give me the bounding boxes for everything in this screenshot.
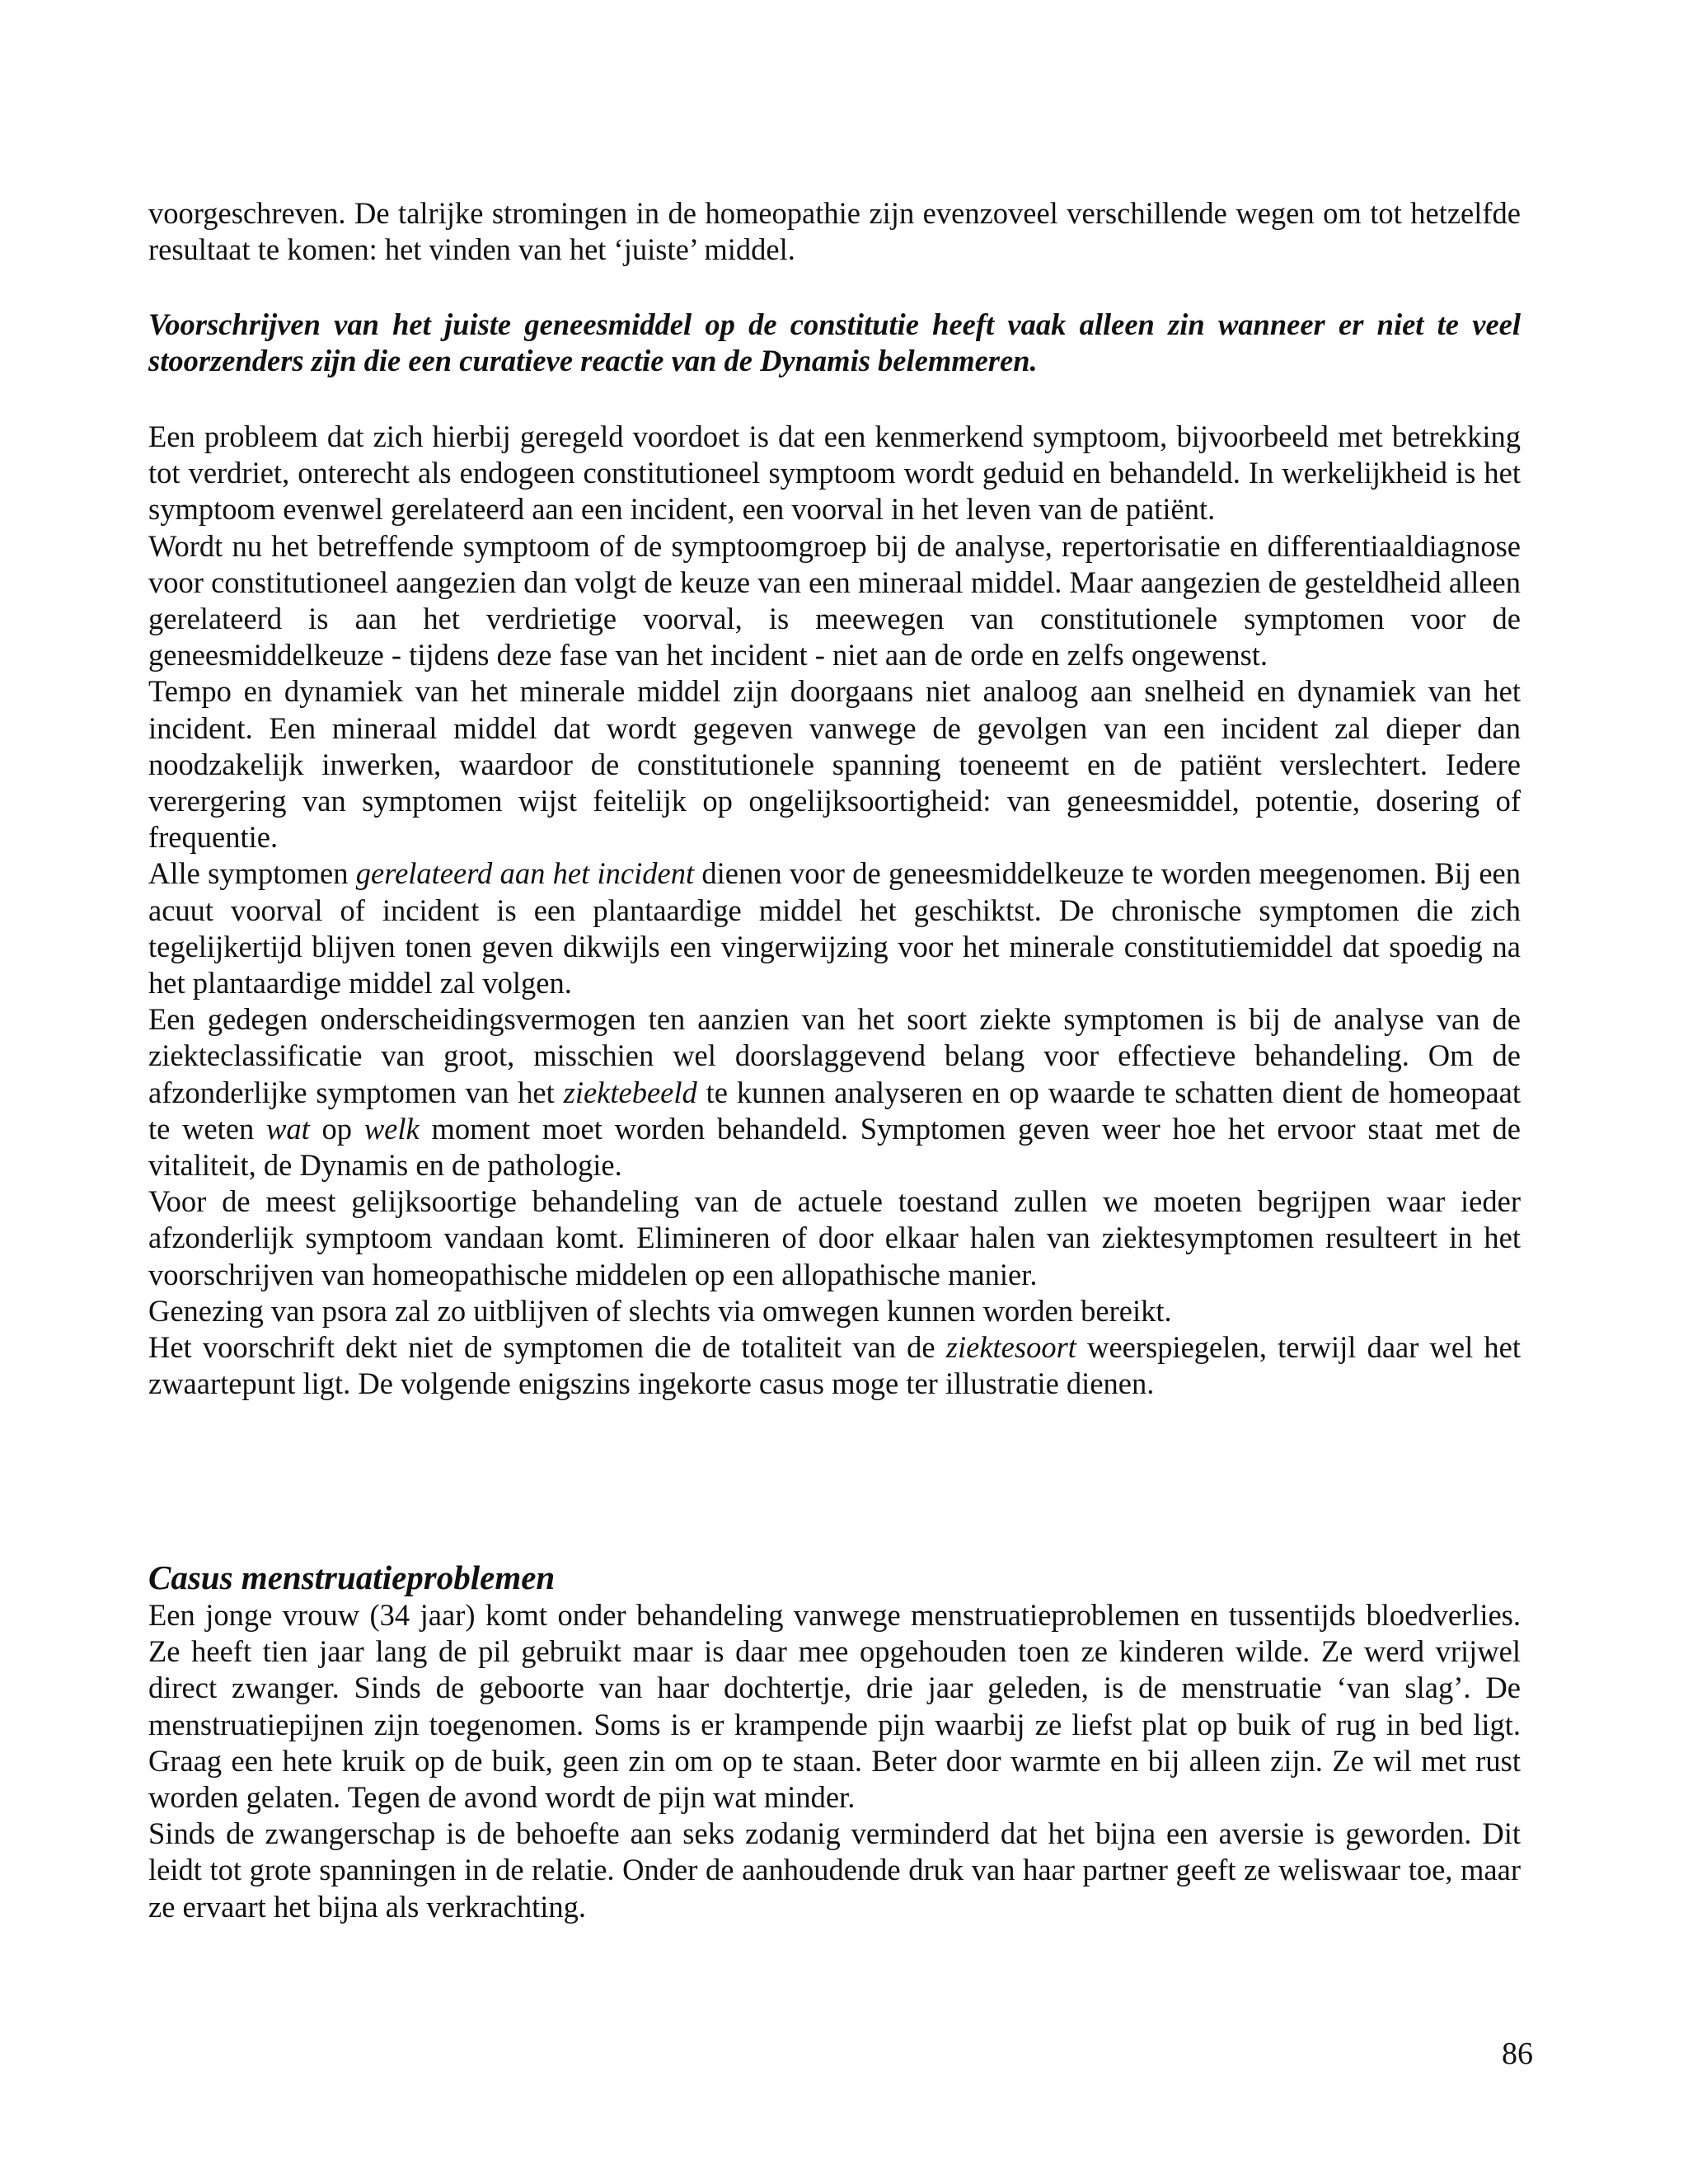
paragraph-8 [148,1329,1521,1402]
p5-text-2: te kunnen analyseren en op waarde te schatten dient de homeopaat te weten [148,1075,1522,1146]
p8-emphasis-1: ziektesoort [945,1330,1076,1365]
p5-text-1: Een gedegen onderscheidingsvermogen ten aanzien van het soort ziekte symptomen is bij de analyse van de ziekteclassificatie van groot, misschien wel doorslaggevend belang voor effectieve behandeling. Om de afzonderlijke symptomen van het [148,1002,1521,1109]
body-section [148,419,1521,1402]
case-paragraph-2: Sinds de zwangerschap is de behoefte aan seks zodanig verminderd dat het bijna een aversie is geworden. Dit leidt tot grote spanningen in de relatie. Onder de aanhoudende druk van haar partner geeft ze weliswaar toe, maar ze ervaart het bijna als verkrachting. [148,1816,1521,1924]
p5-emphasis-2: wat [266,1111,310,1146]
p8-text-2: weerspiegelen, terwijl daar wel het zwaartepunt ligt. De volgende enigszins ingekorte casus moge ter illustratie dienen. [148,1330,1521,1401]
case-section [148,1558,1521,1925]
p5-text-3: op [309,1111,364,1146]
p5-text-4: moment moet worden behandeld. Symptomen geven weer hoe het ervoor staat met de vitaliteit, de Dynamis en de pathologie. [148,1111,1522,1183]
p5-emphasis-3: welk [363,1111,420,1146]
p4-text-1: Alle symptomen [148,856,356,891]
highlight-paragraph [148,307,1521,379]
paragraph-1: Een probleem dat zich hierbij geregeld voordoet is dat een kenmerkend symptoom, bijvoorbeeld met betrekking tot verdriet, onterecht als endogeen constitutioneel symptoom wordt geduid en behandeld. In werkelijkheid is het symptoom evenwel gerelateerd aan een incident, een voorval in het leven van de patiënt. [148,419,1521,527]
intro-text: voorgeschreven. De talrijke stromingen in de homeopathie zijn evenzoveel verschillende wegen om tot hetzelfde resultaat te komen: het vinden van het ‘juiste’ middel. [148,196,1521,267]
page-number: 86 [1502,2036,1533,2071]
paragraph-7: Genezing van psora zal zo uitblijven of slechts via omwegen kunnen worden bereikt. [148,1293,1172,1328]
p5-emphasis-1: ziektebeeld [563,1075,697,1109]
case-paragraph-1: Een jonge vrouw (34 jaar) komt onder behandeling vanwege menstruatieproblemen en tussentijds bloedverlies. Ze heeft tien jaar lang de pil gebruikt maar is daar mee opgehouden toen ze kinderen wilde. Ze werd vrijwel direct zwanger. Sinds de geboorte van haar dochtertje, drie jaar geleden, is de menstruatie ‘van slag’. De menstruatiepijnen zijn toegenomen. Soms is er krampende pijn waarbij ze liefst plat op buik of rug in bed ligt. Graag een hete kruik op de buik, geen zin om op te staan. Beter door warmte en bij alleen zijn. Ze wil met rust worden gelaten. Tegen de avond wordt de pijn wat minder. [148,1598,1521,1815]
paragraph-4 [148,855,1521,1001]
highlight-text: Voorschrijven van het juiste geneesmiddel op de constitutie heeft vaak alleen zin wanneer er niet te veel stoorzenders zijn die een curatieve reactie van de Dynamis belemmeren. [148,307,1521,377]
p8-text-1: Het voorschrift dekt niet de symptomen die de totaliteit van de [148,1330,946,1365]
paragraph-2: Wordt nu het betreffende symptoom of de symptoomgroep bij de analyse, repertorisatie en differentiaaldiagnose voor constitutioneel aangezien dan volgt de keuze van een mineraal middel. Maar aangezien de gesteldheid alleen gerelateerd is aan het verdrietige voorval, is meewegen van constitutionele symptomen voor de geneesmiddelkeuze - tijdens deze fase van het incident - niet aan de orde en zelfs ongewenst. [148,528,1521,673]
p4-emphasis-1: gerelateerd aan het incident [355,856,695,891]
intro-paragraph [148,195,1521,268]
p4-text-2: dienen voor de geneesmiddelkeuze te worden meegenomen. Bij een acuut voorval of incident is een plantaardige middel het geschiktst. De chronische symptomen die zich tegelijkertijd blijven tonen geven dikwijls een vingerwijzing voor het minerale constitutiemiddel dat spoedig na het plantaardige middel zal volgen. [148,856,1521,1001]
paragraph-6: Voor de meest gelijksoortige behandeling van de actuele toestand zullen we moeten begrijpen waar ieder afzonderlijk symptoom vandaan komt. Elimineren of door elkaar halen van ziektesymptomen resulteert in het voorschrijven van homeopathische middelen op een allopathische manier. [148,1184,1521,1291]
case-heading: Casus menstruatieproblemen [148,1558,556,1596]
paragraph-5 [148,1001,1521,1183]
paragraph-3: Tempo en dynamiek van het minerale middel zijn doorgaans niet analoog aan snelheid en dynamiek van het incident. Een mineraal middel dat wordt gegeven vanwege de gevolgen van een incident zal dieper dan noodzakelijk inwerken, waardoor de constitutionele spanning toeneemt en de patiënt verslechtert. Iedere verergering van symptomen wijst feitelijk op ongelijksoortigheid: van geneesmiddel, potentie, dosering of frequentie. [148,674,1521,855]
